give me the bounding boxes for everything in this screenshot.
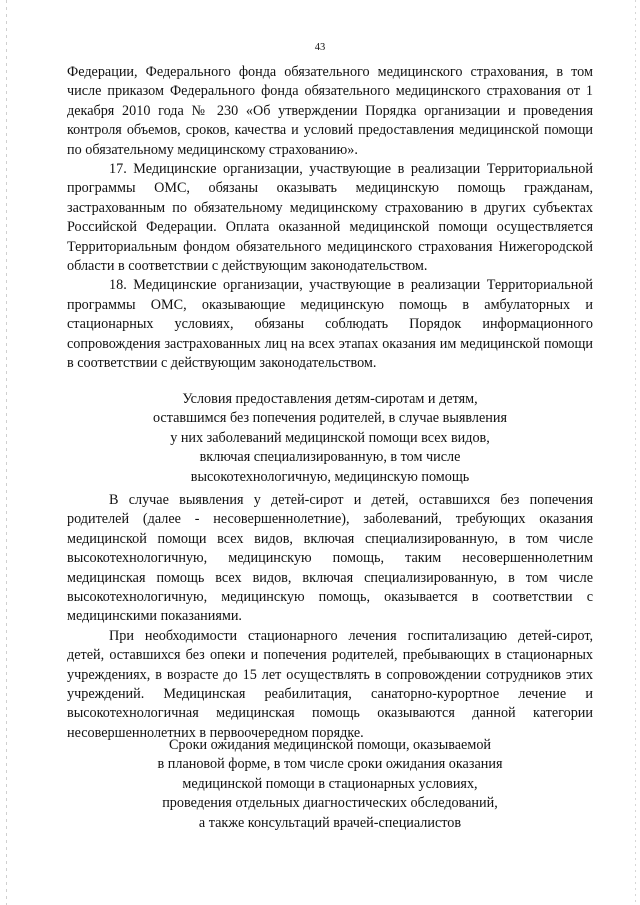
section-heading-waiting-times	[67, 736, 593, 833]
paragraph-continuation: Федерации, Федерального фонда обязательного медицинского страхования, в том числе приказом Федерального фонда обязательного медицинского страхования от 1 декабря 2010 года № 230 «Об утверждении Порядка организации и проведения контроля объемов, сроков, качества и условий предоставления медицинской помощи по обязательному медицинскому страхованию».	[67, 64, 593, 158]
heading-line: проведения отдельных диагностических обследований,	[162, 795, 498, 812]
heading-line: включая специализированную, в том числе	[199, 449, 461, 466]
page-number: 43	[314, 42, 326, 53]
paragraph-orphans-1: В случае выявления у детей-сирот и детей, оставшихся без попечения родителей (далее - несовершеннолетние), заболеваний, требующих оказания медицинской помощи всех видов, включая специализированную, в том числе высокотехнологичную, медицинскую помощь, таким несовершеннолетним медицинская помощь всех видов, включая специализированную, в том числе высокотехнологичную, медицинскую помощь, оказывается в соответствии с медицинскими показаниями.	[67, 492, 593, 625]
heading-line: медицинской помощи в стационарных условиях,	[182, 775, 478, 792]
heading-line: в плановой форме, в том числе сроки ожидания оказания	[157, 756, 503, 773]
paragraph-17: 17. Медицинские организации, участвующие в реализации Территориальной программы ОМС, обязаны оказывать медицинскую помощь гражданам, застрахованным по обязательному медицинскому страхованию в других субъектах Российской Федерации. Оплата оказанной медицинской помощи осуществляется Территориальным фондом обязательного медицинского страхования Нижегородской области в соответствии с действующим законодательством.	[67, 161, 593, 275]
paragraph-orphans-2: При необходимости стационарного лечения госпитализацию детей-сирот, детей, оставшихся без опеки и попечения родителей, пребывающих в стационарных учреждениях, в возрасте до 15 лет осуществлять в сопровождении сотрудников этих учреждений. Медицинская реабилитация, санаторно-курортное лечение и высокотехнологичная медицинская помощь оказываются данной категории несовершеннолетних в первоочередном порядке.	[67, 627, 593, 741]
section-heading-orphans	[67, 390, 593, 487]
body-block-2	[67, 491, 593, 743]
heading-line: Сроки ожидания медицинской помощи, оказываемой	[168, 737, 492, 753]
heading-line: высокотехнологичную, медицинскую помощь	[190, 468, 470, 485]
paragraph-18: 18. Медицинские организации, участвующие в реализации Территориальной программы ОМС, оказывающие медицинскую помощь в амбулаторных и стационарных условиях, обязаны соблюдать Порядок информационного сопровождения застрахованных лиц на всех этапах оказания им медицинской помощи в соответствии с действующим законодательством.	[67, 277, 593, 372]
heading-line: у них заболеваний медицинской помощи всех видов,	[170, 429, 490, 446]
heading-line: оставшимся без попечения родителей, в случае выявления	[152, 410, 508, 427]
scan-edge-right	[635, 0, 636, 905]
heading-line: а также консультаций врачей-специалистов	[198, 814, 462, 831]
body-block-1	[67, 63, 593, 374]
scan-edge-left	[6, 0, 7, 905]
heading-line: Условия предоставления детям-сиротам и детям,	[182, 391, 478, 407]
